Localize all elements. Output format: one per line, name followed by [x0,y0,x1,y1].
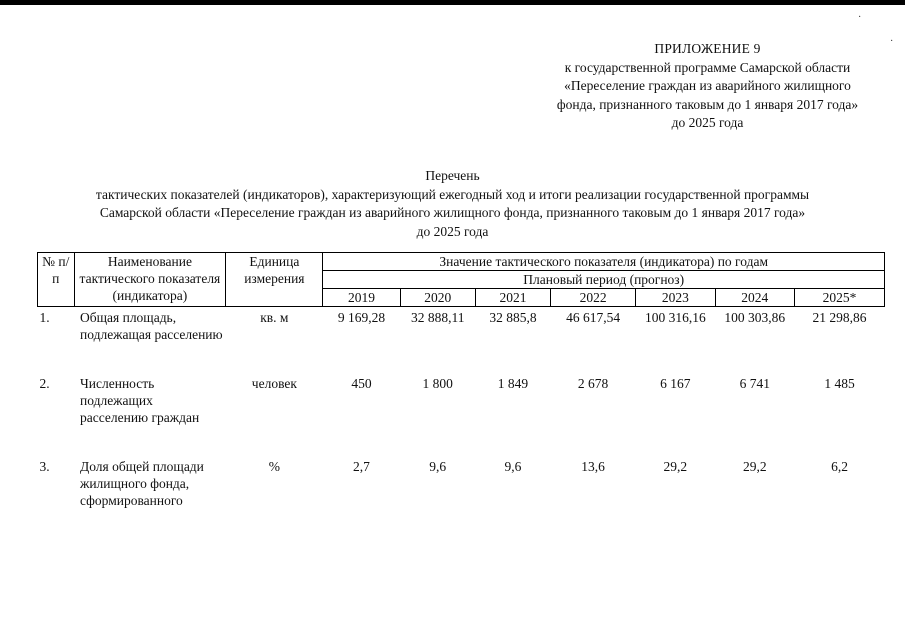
title-line: Самарской области «Переселение граждан из аварийного жилищного фонда, признанного таковым до 1 января 2017 года» [99,205,806,220]
table-row [38,456,885,539]
title-line: до 2025 года [416,223,489,239]
indicators-table [37,252,885,539]
value-cell: 13,6 [581,459,605,474]
table-row [38,307,885,374]
indicator-name: Численность подлежащих расселению граждан [80,376,200,425]
value-cell: 32 885,8 [489,310,537,325]
header-year: 2021 [475,289,550,307]
appendix-line: «Переселение граждан из аварийного жилищного [564,78,851,93]
document-title [20,167,885,241]
header-unit: Единица измерения [226,253,323,307]
row-number: 1. [39,310,50,325]
header-number: № п/п [38,253,75,307]
value-cell: 29,2 [742,459,767,474]
page-top-border [0,0,905,5]
appendix-number: ПРИЛОЖЕНИЕ 9 [654,41,761,56]
appendix-header [520,40,895,133]
appendix-line: до 2025 года [671,115,744,130]
value-cell: 2 678 [577,376,609,391]
title-line: Перечень [425,168,480,183]
value-cell: 9,6 [429,459,447,474]
indicator-unit: % [268,459,280,474]
table-row [38,373,885,456]
value-cell: 100 316,16 [644,310,706,325]
indicator-name: Общая площадь, подлежащая расселению [80,310,223,342]
row-number: 3. [39,459,50,474]
value-cell: 1 849 [497,376,529,391]
value-cell: 450 [351,376,372,391]
header-year: 2022 [551,289,636,307]
header-planning-period: Плановый период (прогноз) [323,271,885,289]
value-cell: 6,2 [831,459,848,474]
header-year: 2024 [715,289,794,307]
value-cell: 21 298,86 [812,310,867,325]
header-year: 2020 [400,289,475,307]
value-cell: 9,6 [504,459,522,474]
header-year: 2019 [323,289,400,307]
value-cell: 29,2 [663,459,688,474]
indicator-unit: человек [251,376,297,391]
value-cell: 100 303,86 [724,310,786,325]
row-number: 2. [39,376,50,391]
value-cell: 2,7 [353,459,370,474]
value-cell: 1 800 [422,376,453,391]
value-cell: 1 485 [824,376,855,391]
appendix-line: к государственной программе Самарской области [564,59,851,75]
value-cell: 6 167 [660,376,691,391]
indicator-name: Доля общей площади жилищного фонда, сформированного [80,459,204,508]
value-cell: 6 741 [739,376,770,391]
value-cell: 9 169,28 [337,310,386,325]
header-indicator-name: Наименование тактического показателя (индикатора) [74,253,226,307]
header-year: 2023 [636,289,715,307]
scan-mark: · [890,36,894,47]
value-cell: 46 617,54 [566,310,621,325]
header-year: 2025* [795,289,885,307]
indicator-unit: кв. м [260,310,289,325]
appendix-line: фонда, признанного таковым до 1 января 2017 года» [556,96,859,112]
header-values-by-year: Значение тактического показателя (индикатора) по годам [323,253,885,271]
scan-mark: · [858,12,862,23]
title-line: тактических показателей (индикаторов), характеризующий ежегодный ход и итоги реализации государственной программы [95,186,810,202]
value-cell: 32 888,11 [410,310,465,325]
